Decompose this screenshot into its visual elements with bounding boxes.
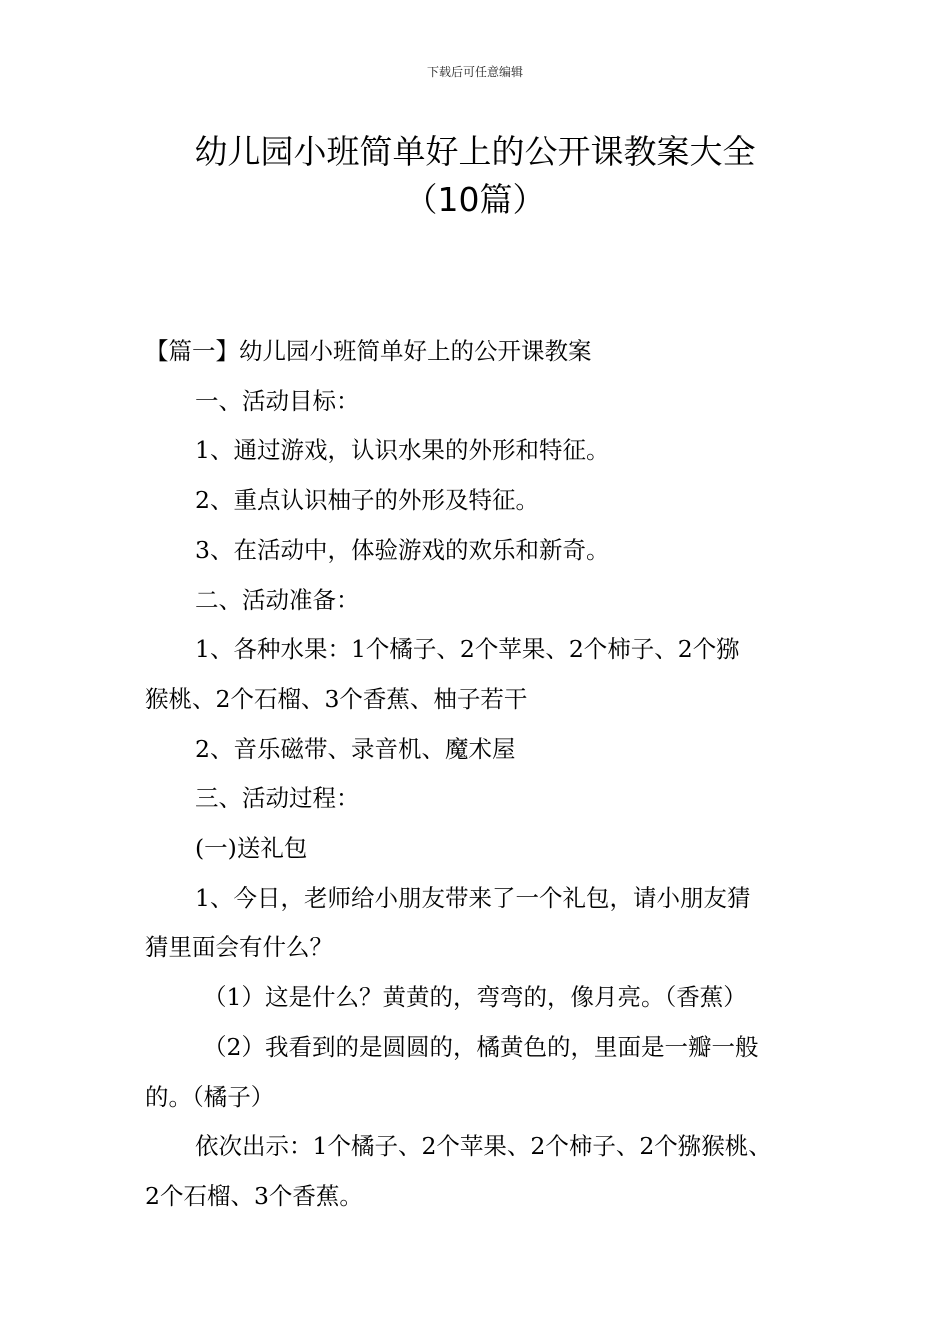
document-body (145, 327, 825, 1222)
body-line: (一)送礼包 (195, 834, 308, 863)
body-line: 1、今日，老师给小朋友带来了一个礼包，请小朋友猜 (195, 883, 751, 912)
body-line: 三、活动过程： (195, 784, 360, 813)
body-line: 猜里面会有什么？ (145, 933, 333, 962)
body-line: 依次出示：1个橘子、2个苹果、2个柿子、2个猕猴桃、 (195, 1132, 772, 1161)
body-line: 2、音乐磁带、录音机、魔术屋 (195, 734, 516, 763)
body-line: 的。（橘子） (145, 1082, 275, 1111)
body-line: 2个石榴、3个香蕉。 (145, 1181, 363, 1210)
body-line: 3、在活动中，体验游戏的欢乐和新奇。 (195, 535, 610, 564)
section-heading: 【篇一】幼儿园小班简单好上的公开课教案 (145, 337, 592, 365)
body-line: 2、重点认识柚子的外形及特征。 (195, 486, 539, 515)
body-line: 1、各种水果：1个橘子、2个苹果、2个柿子、2个猕 (195, 635, 740, 664)
page-header-note: 下载后可任意编辑 (426, 65, 523, 79)
body-line: 猴桃、2个石榴、3个香蕉、柚子若干 (145, 684, 528, 713)
body-line: （2）我看到的是圆圆的，橘黄色的，里面是一瓣一般 (203, 1032, 759, 1061)
document-title-line-2: （10篇） (404, 180, 546, 219)
body-line: （1）这是什么？黄黄的，弯弯的，像月亮。（香蕉） (203, 983, 747, 1012)
body-line: 1、通过游戏，认识水果的外形和特征。 (195, 436, 610, 465)
body-line: 二、活动准备： (195, 585, 360, 614)
body-line: 一、活动目标： (195, 386, 360, 415)
document-title-line-1: 幼儿园小班简单好上的公开课教案大全 (194, 132, 756, 171)
